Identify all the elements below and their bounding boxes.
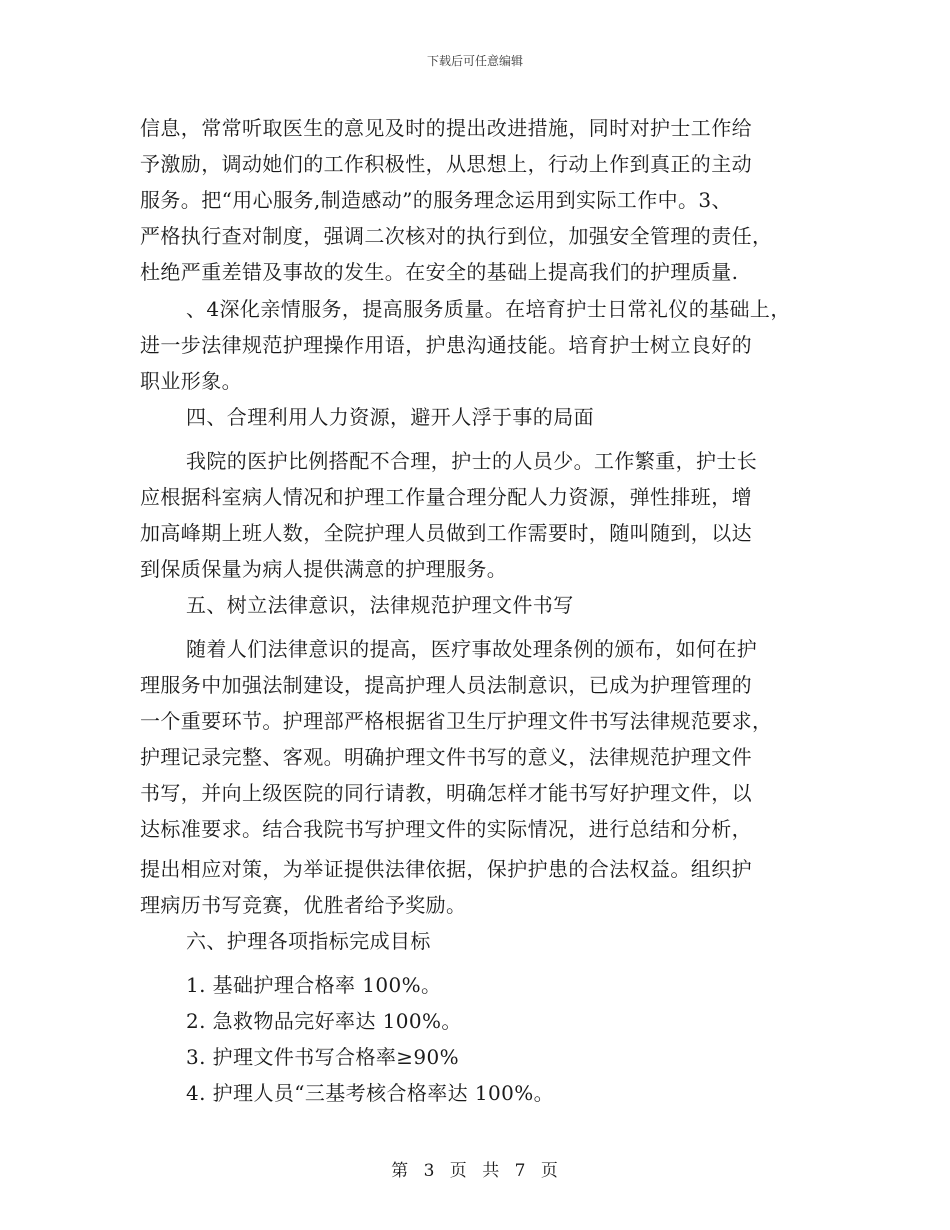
paragraph-line: 进一步法律规范护理操作用语，护患沟通技能。培育护士树立良好的 <box>140 333 752 357</box>
paragraph-line: 加高峰期上班人数，全院护理人员做到工作需要时，随叫随到，以达 <box>140 521 752 545</box>
paragraph-line: 应根据科室病人情况和护理工作量合理分配人力资源，弹性排班，增 <box>140 485 752 509</box>
paragraph-line: 职业形象。 <box>140 369 242 393</box>
paragraph-line: 理病历书写竞赛，优胜者给予奖励。 <box>140 893 467 917</box>
paragraph-line: 信息，常常听取医生的意见及时的提出改进措施，同时对护士工作给 <box>140 116 752 140</box>
section-heading: 六、护理各项指标完成目标 <box>186 929 431 953</box>
paragraph-line: 随着人们法律意识的提高，医疗事故处理条例的颁布，如何在护 <box>186 637 758 661</box>
footer-label-ye: 页 <box>449 1161 468 1181</box>
paragraph-line: 严格执行查对制度，强调二次核对的执行到位，加强安全管理的责任， <box>140 224 773 248</box>
page-header: 下载后可任意编辑 <box>426 54 523 68</box>
paragraph-line: 理服务中加强法制建设，提高护理人员法制意识，已成为护理管理的 <box>140 673 752 697</box>
section-heading: 五、树立法律意识，法律规范护理文件书写 <box>186 593 574 617</box>
paragraph-line: 护理记录完整、客观。明确护理文件书写的意义，法律规范护理文件 <box>140 745 752 769</box>
paragraph-line: 予激励，调动她们的工作积极性，从思想上，行动上作到真正的主动 <box>140 152 752 176</box>
list-item: 3. 护理文件书写合格率≥90% <box>186 1045 460 1069</box>
section-heading: 四、合理利用人力资源，避开人浮于事的局面 <box>186 405 594 429</box>
footer-label-di: 第 <box>391 1161 410 1181</box>
footer-label-gong: 共 <box>482 1161 501 1181</box>
list-item: 1. 基础护理合格率 100%。 <box>186 973 442 997</box>
page-total-number: 7 <box>514 1161 527 1181</box>
list-item: 4. 护理人员“三基考核合格率达 100%。 <box>186 1081 554 1105</box>
list-item: 2. 急救物品完好率达 100%。 <box>186 1009 462 1033</box>
paragraph-line: 达标准要求。结合我院书写护理文件的实际情况，进行总结和分析， <box>140 817 752 841</box>
paragraph-line: 服务。把“用心服务,制造感动”的服务理念运用到实际工作中。3、 <box>140 188 732 212</box>
paragraph-line: 到保质保量为病人提供满意的护理服务。 <box>140 557 508 581</box>
footer-label-ye2: 页 <box>540 1161 559 1181</box>
paragraph-line: 一个重要环节。护理部严格根据省卫生厅护理文件书写法律规范要求， <box>140 709 773 733</box>
paragraph-line: 我院的医护比例搭配不合理，护士的人员少。工作繁重，护士长 <box>186 449 758 473</box>
paragraph-line: 提出相应对策，为举证提供法律依据，保护护患的合法权益。组织护 <box>140 857 752 881</box>
page-current-number: 3 <box>423 1161 436 1181</box>
paragraph-line: 杜绝严重差错及事故的发生。在安全的基础上提高我们的护理质量. <box>140 260 739 284</box>
paragraph-line: 书写，并向上级医院的同行请教，明确怎样才能书写好护理文件，以 <box>140 781 752 805</box>
paragraph-line: 、4深化亲情服务，提高服务质量。在培育护士日常礼仪的基础上， <box>186 297 791 321</box>
page-footer <box>0 1156 950 1181</box>
